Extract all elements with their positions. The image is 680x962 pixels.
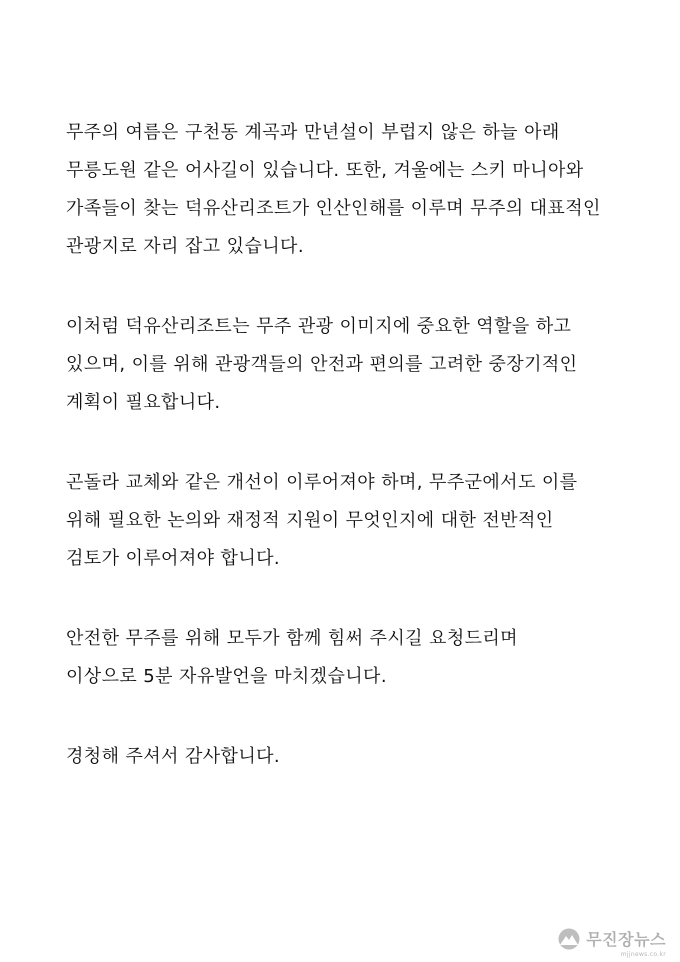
text-line: 곤돌라 교체와 같은 개선이 이루어져야 하며, 무주군에서도 이를 — [66, 472, 578, 493]
paragraph-1 — [66, 114, 626, 266]
paragraph-2 — [66, 308, 626, 422]
document-body — [66, 114, 626, 818]
paragraph-3 — [66, 464, 626, 578]
text-line: 이처럼 덕유산리조트는 무주 관광 이미지에 중요한 역할을 하고 — [66, 316, 572, 337]
watermark — [556, 927, 666, 958]
text-line: 안전한 무주를 위해 모두가 함께 힘써 주시길 요청드리며 — [66, 628, 518, 649]
paragraph-5 — [66, 738, 626, 776]
text-line: 가족들이 찾는 덕유산리조트가 인산인해를 이루며 무주의 대표적인 — [66, 198, 601, 219]
watermark-name-text: 무진장뉴스 — [586, 930, 666, 949]
text-line: 관광지로 자리 잡고 있습니다. — [66, 236, 304, 257]
text-line: 있으며, 이를 위해 관광객들의 안전과 편의를 고려한 중장기적인 — [66, 354, 578, 375]
paragraph-4 — [66, 620, 626, 696]
watermark-domain: mjjnews.co.kr — [620, 951, 666, 958]
watermark-name — [586, 927, 666, 958]
text-line: 이상으로 5분 자유발언을 마치겠습니다. — [66, 666, 387, 687]
text-line: 무릉도원 같은 어사길이 있습니다. 또한, 겨울에는 스키 마니아와 — [66, 160, 584, 181]
text-line: 계획이 필요합니다. — [66, 392, 221, 413]
text-line: 무주의 여름은 구천동 계곡과 만년설이 부럽지 않은 하늘 아래 — [66, 122, 560, 143]
text-line: 검토가 이루어져야 합니다. — [66, 548, 281, 569]
text-line: 위해 필요한 논의와 재정적 지원이 무엇인지에 대한 전반적인 — [66, 510, 554, 531]
text-line: 경청해 주셔서 감사합니다. — [66, 746, 281, 767]
mountain-logo-icon — [556, 928, 582, 950]
